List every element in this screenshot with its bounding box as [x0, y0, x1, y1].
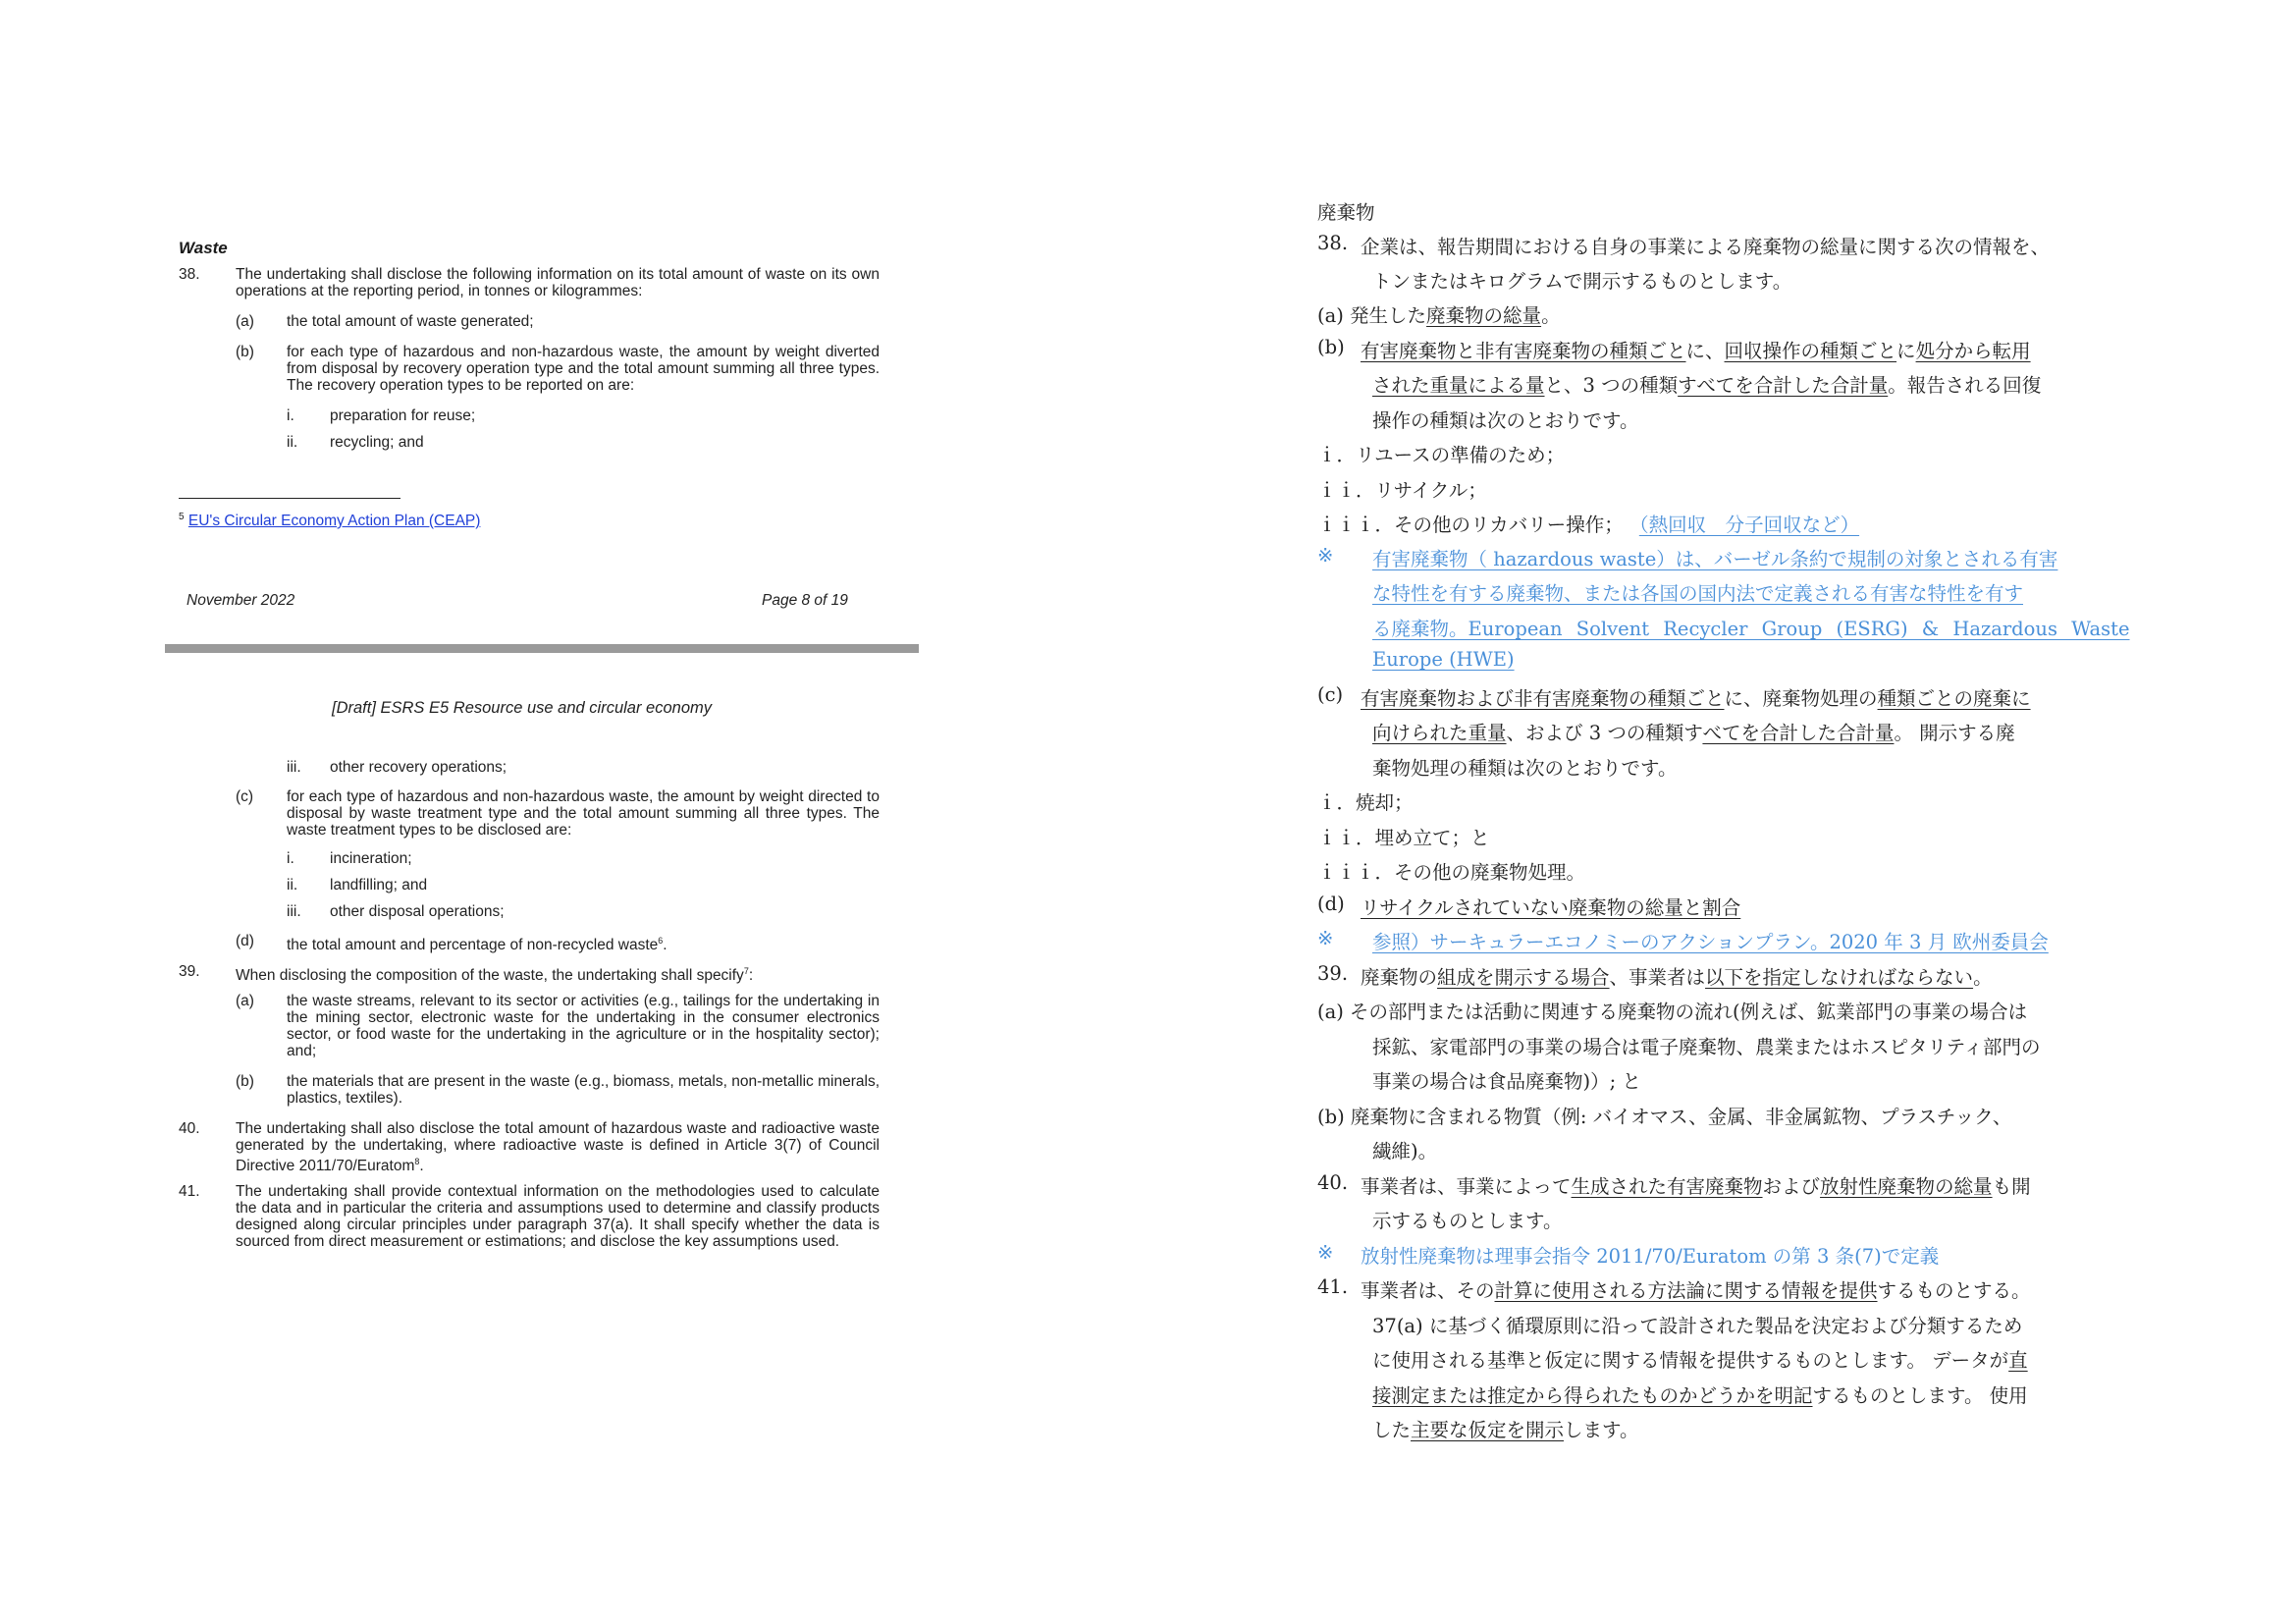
- subitem-line: ｉｉｉ．その他のリカバリー操作； （熱回収 分子回収など）: [1317, 514, 1860, 536]
- item-line: 採鉱、家電部門の事業の場合は電子廃棄物、農業またはホスピタリティ部門の: [1372, 1036, 2041, 1058]
- item-text: the total amount and percentage of non-recycled waste$^6$.: [287, 936, 667, 954]
- item-label: (a): [236, 993, 254, 1009]
- rad-line: 放射性廃棄物は理事会指令 2011/70/Euratom の第 3 条(7)で定義: [1361, 1245, 1940, 1268]
- note-line: 有害廃棄物（ hazardous waste）は、バーゼル条約で規制の対象とされる有害: [1372, 548, 2058, 570]
- section-heading-ja: 廃棄物: [1317, 201, 1375, 224]
- para-line: 接測定または推定から得られたものかどうかを明記するものとします。 使用: [1372, 1384, 2028, 1407]
- subitem-text: recycling; and: [330, 434, 424, 451]
- subitem-label: ii.: [287, 877, 298, 893]
- para-line: 示するものとします。: [1372, 1210, 1563, 1232]
- item-label: (d): [236, 933, 254, 949]
- para-num: 40.: [1317, 1171, 1349, 1194]
- item-label: (a): [236, 313, 254, 330]
- subitem-text: incineration;: [330, 850, 412, 867]
- item-text: for each type of hazardous and non-hazardous waste, the amount by weight diverted from disposal by recovery operation type and the total amount summing all three types. The recovery operation types to be reported on are:: [287, 344, 880, 394]
- item-text: for each type of hazardous and non-hazardous waste, the amount by weight directed to disposal by waste treatment type and the total amount summing all three types. The waste treatment types to be disclosed are:: [287, 788, 880, 839]
- item-label: (d): [1317, 893, 1345, 915]
- section-heading: Waste: [179, 239, 228, 257]
- para-num: 41.: [1317, 1275, 1349, 1298]
- para-num: 40.: [179, 1120, 200, 1137]
- rad-mark: ※: [1317, 1241, 1334, 1264]
- para-num: 39.: [179, 963, 200, 980]
- footnote-number: 5: [179, 512, 185, 522]
- item-line: された重量による量と、3 つの種類すべてを合計した合計量。報告される回復: [1372, 374, 2042, 397]
- subitem-text: other disposal operations;: [330, 903, 505, 920]
- footnote-link[interactable]: EU's Circular Economy Action Plan (CEAP): [187, 513, 481, 530]
- item-label: (c): [236, 788, 254, 805]
- item-line: (a) 発生した廃棄物の総量。: [1317, 304, 1561, 327]
- item-label: (b): [236, 1073, 254, 1090]
- ref-mark: ※: [1317, 927, 1334, 949]
- subitem-text: preparation for reuse;: [330, 407, 476, 424]
- item-text: the total amount of waste generated;: [287, 313, 534, 330]
- para-line: 企業は、報告期間における自身の事業による廃棄物の総量に関する次の情報を、: [1361, 236, 2051, 258]
- subitem-line: ｉ．リユースの準備のため；: [1317, 444, 1566, 466]
- para-line: 事業者は、事業によって生成された有害廃棄物および放射性廃棄物の総量も開: [1361, 1175, 2031, 1198]
- subitem-label: iii.: [287, 903, 301, 920]
- subitem-line: ｉ．焼却；: [1317, 791, 1414, 814]
- subitem-text: landfilling; and: [330, 877, 428, 893]
- page-break-divider: [165, 644, 919, 653]
- para-text: The undertaking shall provide contextual information on the methodologies used to calculate the data and in particular the criteria and assumptions used to determine and classify products designed along circular principles under paragraph 37(a). It shall specify whether the data is sourced from direct measurement or estimations; and disclose the key assumptions used.: [236, 1183, 880, 1250]
- item-label: (b): [1317, 336, 1345, 358]
- para-line: に使用される基準と仮定に関する情報を提供するものとします。 データが直: [1372, 1349, 2028, 1372]
- item-line: 繊維)。: [1372, 1140, 1438, 1163]
- subitem-line: ｉｉｉ．その他の廃棄物処理。: [1317, 861, 1586, 884]
- footer-date: November 2022: [187, 592, 295, 609]
- item-line: 有害廃棄物および非有害廃棄物の種類ごとに、廃棄物処理の種類ごとの廃棄に: [1361, 687, 2031, 710]
- para-line: トンまたはキログラムで開示するものとします。: [1372, 270, 1792, 293]
- subitem-label: ii.: [287, 434, 298, 451]
- note-line: る廃棄物。European Solvent Recycler Group (ESRG) & Hazardous Waste: [1372, 618, 2130, 640]
- subitem-label: iii.: [287, 759, 301, 776]
- footnote: [179, 509, 480, 529]
- subitem-text: other recovery operations;: [330, 759, 507, 776]
- para-text: The undertaking shall disclose the following information on its total amount of waste on its own operations at the reporting period, in tonnes or kilogrammes:: [236, 266, 880, 299]
- subitem-line: ｉｉ．埋め立て；と: [1317, 827, 1490, 849]
- para-text: When disclosing the composition of the waste, the undertaking shall specify$^7$:: [236, 966, 754, 985]
- para-line: 廃棄物の組成を開示する場合、事業者は以下を指定しなければならない。: [1361, 966, 1993, 989]
- subitem-label: i.: [287, 850, 294, 867]
- item-label: (c): [1317, 683, 1344, 706]
- item-line: (a) その部門または活動に関連する廃棄物の流れ(例えば、鉱業部門の事業の場合は: [1317, 1001, 2028, 1023]
- item-text: the waste streams, relevant to its sector or activities (e.g., tailings for the undertaking in the mining sector, electronic waste for the undertaking in the consumer electronics sector, or food waste for the undertaking in the agriculture or in the hospitality sector); and;: [287, 993, 880, 1059]
- footer-page: Page 8 of 19: [762, 592, 848, 609]
- note-line: な特性を有する廃棄物、または各国の国内法で定義される有害な特性を有す: [1372, 582, 2024, 605]
- item-line: (b) 廃棄物に含まれる物質（例: バイオマス、金属、非金属鉱物、プラスチック、: [1317, 1106, 2012, 1128]
- subitem-line: ｉｉ．リサイクル；: [1317, 479, 1487, 502]
- para-num: 41.: [179, 1183, 200, 1200]
- item-text: the materials that are present in the waste (e.g., biomass, metals, non-metallic minerals, plastics, textiles).: [287, 1073, 880, 1107]
- item-line: 事業の場合は食品廃棄物)）; と: [1372, 1070, 1641, 1093]
- item-label: (b): [236, 344, 254, 360]
- para-num: 38.: [179, 266, 200, 283]
- note-mark: ※: [1317, 544, 1334, 567]
- item-line: リサイクルされていない廃棄物の総量と割合: [1361, 896, 1741, 919]
- para-line: 事業者は、その計算に使用される方法論に関する情報を提供するものとする。: [1361, 1279, 2031, 1302]
- page-header: [Draft] ESRS E5 Resource use and circular economy: [332, 699, 713, 717]
- subitem-label: i.: [287, 407, 294, 424]
- item-line: 有害廃棄物と非有害廃棄物の種類ごとに、回収操作の種類ごとに処分から転用: [1361, 340, 2031, 362]
- para-text: The undertaking shall also disclose the total amount of hazardous waste and radioactive waste generated by the undertaking, where radioactive waste is defined in Article 3(7) of Council Directive 2011/70/Euratom$^8$.: [236, 1120, 880, 1175]
- footnote-divider: [179, 498, 400, 499]
- ref-line: 参照）サーキュラーエコノミーのアクションプラン。2020 年 3 月 欧州委員会: [1372, 931, 2049, 953]
- para-line: 37(a) に基づく循環原則に沿って設計された製品を決定および分類するため: [1372, 1315, 2023, 1337]
- note-line: Europe (HWE): [1372, 648, 1515, 671]
- item-line: 操作の種類は次のとおりです。: [1372, 409, 1639, 432]
- item-line: 棄物処理の種類は次のとおりです。: [1372, 757, 1678, 780]
- para-line: した主要な仮定を開示します。: [1372, 1419, 1639, 1441]
- item-line: 向けられた重量、および 3 つの種類すべてを合計した合計量。 開示する廃: [1372, 722, 2015, 744]
- para-num: 39.: [1317, 962, 1349, 985]
- para-num: 38.: [1317, 232, 1349, 254]
